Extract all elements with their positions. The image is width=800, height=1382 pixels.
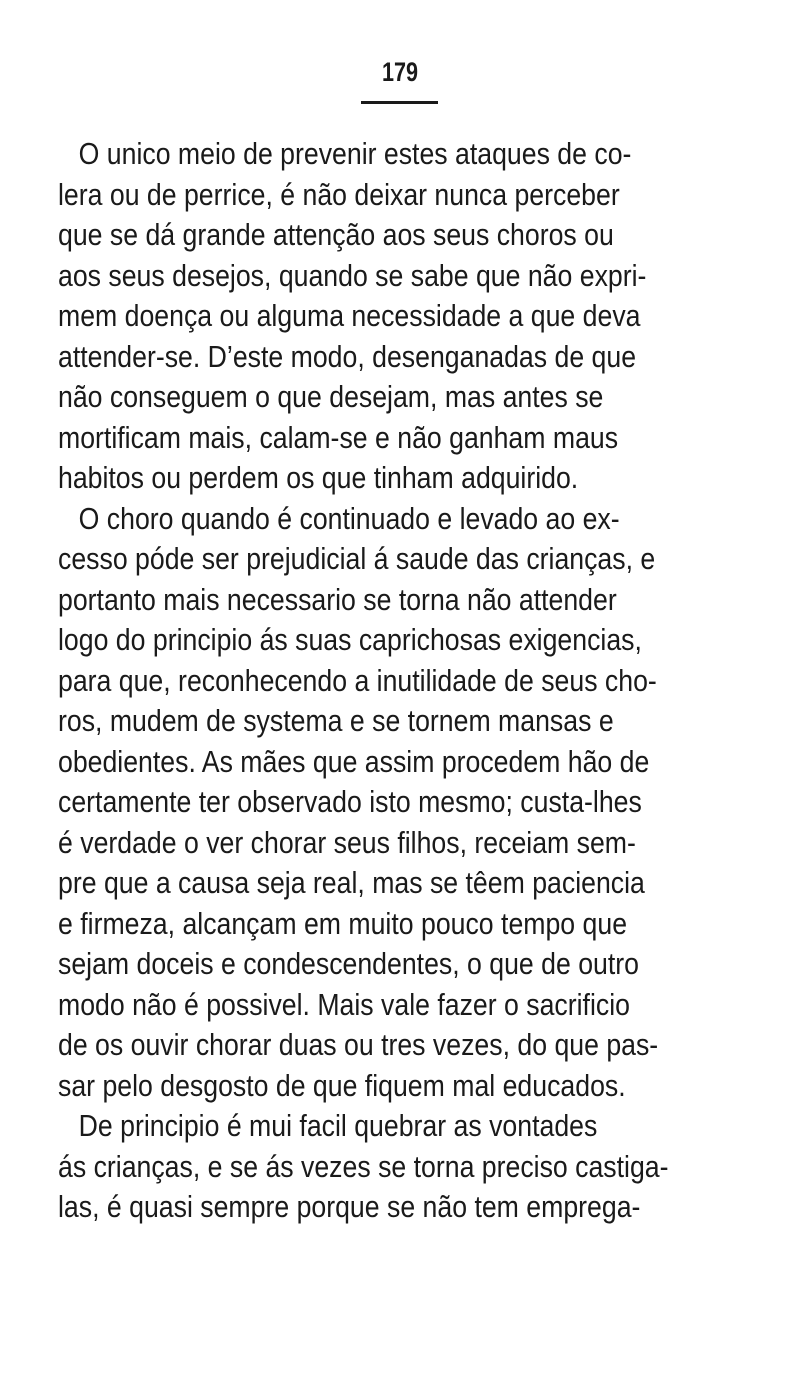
text-line: O choro quando é continuado e levado ao ex- xyxy=(78,500,620,536)
text-line: sar pelo desgosto de que fiquem mal educados. xyxy=(58,1067,626,1103)
text-line: ás crianças, e se ás vezes se torna preciso castiga- xyxy=(58,1148,669,1184)
text-line: é verdade o ver chorar seus filhos, receiam sem- xyxy=(58,824,636,860)
text-line: e firmeza, alcançam em muito pouco tempo que xyxy=(58,905,628,941)
text-line: pre que a causa seja real, mas se têem paciencia xyxy=(58,865,645,900)
text-line: las, é quasi sempre porque se não tem emprega- xyxy=(58,1189,641,1224)
text-line: de os ouvir chorar duas ou tres vezes, do que pas- xyxy=(58,1027,659,1062)
text-line: habitos ou perdem os que tinham adquirido. xyxy=(58,460,579,495)
page-number-underline xyxy=(361,101,438,104)
text-line: De principio é mui facil quebrar as vontades xyxy=(78,1108,598,1143)
text-line: portanto mais necessario se torna não attender xyxy=(58,581,617,617)
page-number: 179 xyxy=(381,57,419,87)
text-line: O unico meio de prevenir estes ataques de co- xyxy=(78,136,632,171)
text-line: attender-se. D’este modo, desenganadas de que xyxy=(58,338,637,374)
text-line: certamente ter observado isto mesmo; custa-lhes xyxy=(58,784,642,819)
text-line: para que, reconhecendo a inutilidade de seus cho- xyxy=(58,662,657,698)
text-line: sejam doceis e condescendentes, o que de outro xyxy=(58,946,639,981)
text-line: modo não é possivel. Mais vale fazer o sacrificio xyxy=(58,986,630,1022)
text-line: não conseguem o que desejam, mas antes se xyxy=(58,379,604,414)
text-line: obedientes. As mães que assim procedem hão de xyxy=(58,743,650,779)
text-line: mortificam mais, calam-se e não ganham maus xyxy=(58,419,619,455)
text-line: ros, mudem de systema e se tornem mansas e xyxy=(58,703,614,738)
text-line: logo do principio ás suas caprichosas exigencias, xyxy=(58,622,642,657)
text-line: que se dá grande attenção aos seus choros ou xyxy=(58,217,614,252)
text-line: lera ou de perrice, é não deixar nunca perceber xyxy=(58,176,620,212)
text-line: mem doença ou alguma necessidade a que deva xyxy=(58,298,641,333)
text-line: aos seus desejos, quando se sabe que não expri- xyxy=(58,257,647,293)
body-text xyxy=(58,134,758,1228)
text-line: cesso póde ser prejudicial á saude das crianças, e xyxy=(58,541,656,576)
